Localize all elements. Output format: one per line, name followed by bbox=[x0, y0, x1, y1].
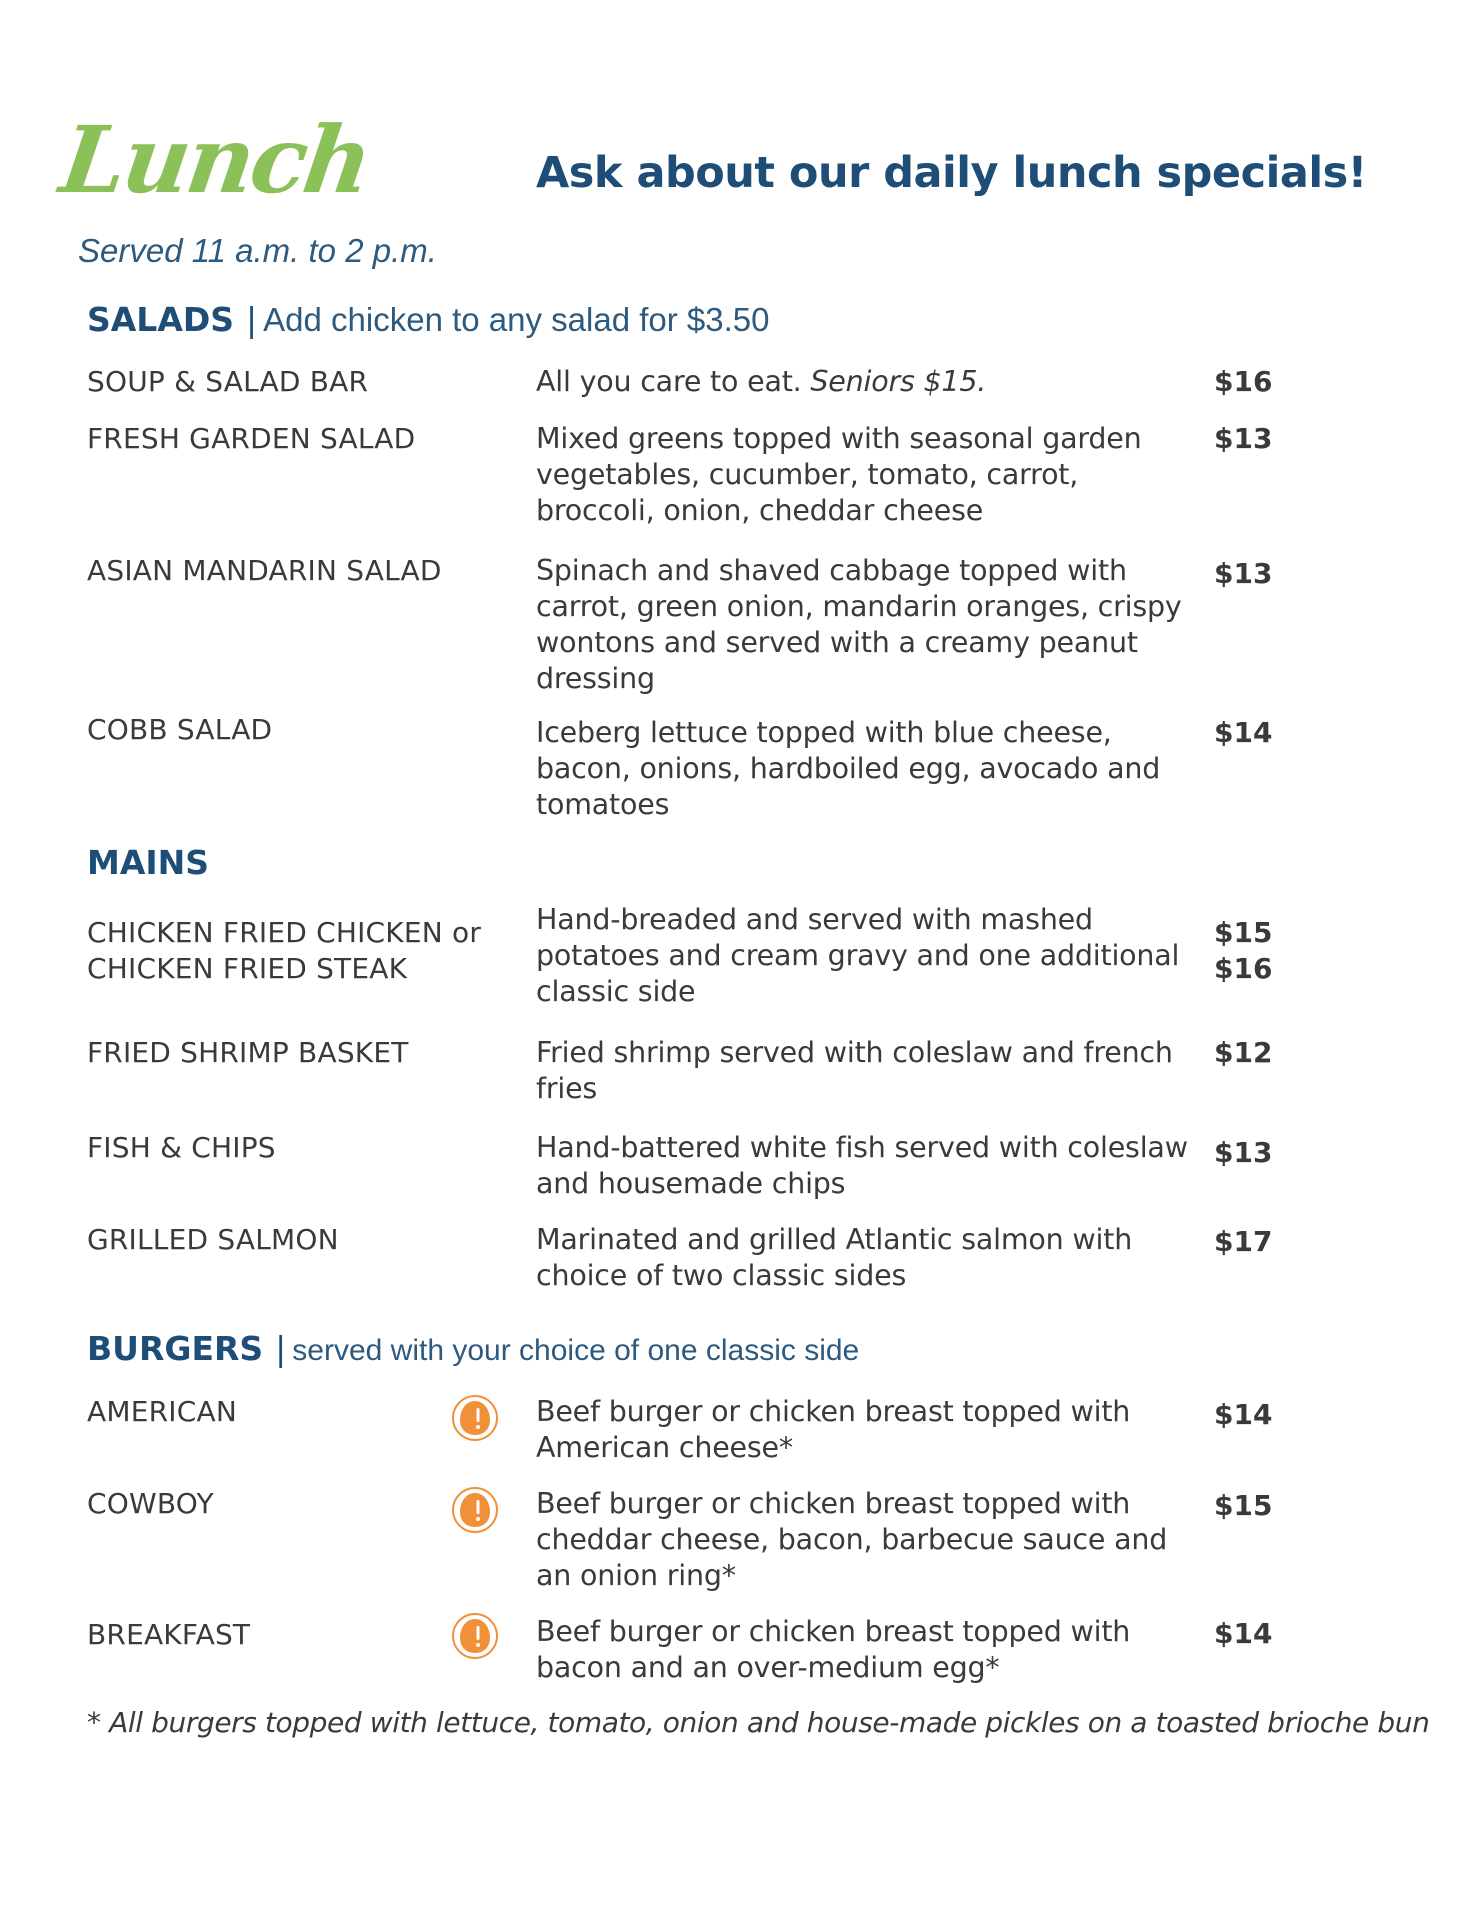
menu-item-description: Hand-breaded and served with mashed potatoes and cream gravy and one additional classic side bbox=[536, 903, 1180, 1008]
menu-item-description: Hand-battered white fish served with coleslaw and housemade chips bbox=[536, 1131, 1188, 1200]
burger-footnote: * All burgers topped with lettuce, tomato, onion and house-made pickles on a toasted brioche bun bbox=[87, 1706, 1430, 1739]
undercooked-advisory-icon bbox=[451, 1612, 499, 1660]
menu-item-name: FISH & CHIPS bbox=[87, 1131, 276, 1164]
menu-item-price: $12 bbox=[1214, 1036, 1273, 1069]
menu-item-price: $14 bbox=[1214, 1398, 1273, 1431]
menu-item-price: $14 bbox=[1214, 716, 1273, 749]
menu-item-description: Spinach and shaved cabbage topped with carrot, green onion, mandarin oranges, crispy wontons and served with a creamy peanut dressing bbox=[536, 554, 1182, 695]
menu-item-description bbox=[536, 364, 1196, 400]
menu-item-name: SOUP & SALAD BAR bbox=[87, 365, 369, 398]
menu-item-name: AMERICAN bbox=[87, 1395, 237, 1428]
salads-note: Add chicken to any salad for $3.50 bbox=[263, 301, 770, 338]
menu-title: Lunch bbox=[54, 106, 376, 214]
menu-item-name: FRESH GARDEN SALAD bbox=[87, 422, 416, 455]
menu-item-description: Mixed greens topped with seasonal garden vegetables, cucumber, tomato, carrot, broccoli, onion, cheddar cheese bbox=[536, 422, 1142, 527]
menu-item-price: $13 bbox=[1214, 422, 1273, 455]
menu-item-price: $13 bbox=[1214, 557, 1273, 590]
menu-item-description: Beef burger or chicken breast topped with American cheese* bbox=[536, 1395, 1131, 1464]
burgers-title: BURGERS bbox=[87, 1329, 264, 1368]
menu-item-name: ASIAN MANDARIN SALAD bbox=[87, 554, 442, 587]
burgers-note: served with your choice of one classic side bbox=[292, 1334, 860, 1367]
menu-item-price-group bbox=[1214, 915, 1272, 987]
menu-item-price: $17 bbox=[1214, 1225, 1273, 1258]
menu-item-name: GRILLED SALMON bbox=[87, 1223, 339, 1256]
seniors-price-text: Seniors $15. bbox=[810, 365, 987, 398]
menu-item-description: Beef burger or chicken breast topped with cheddar cheese, bacon, barbecue sauce and an onion ring* bbox=[536, 1487, 1168, 1592]
specials-headline: Ask about our daily lunch specials! bbox=[536, 148, 1367, 198]
menu-item-price: $15 bbox=[1214, 916, 1273, 949]
menu-item-name: FRIED SHRIMP BASKET bbox=[87, 1036, 409, 1069]
menu-item-name: BREAKFAST bbox=[87, 1618, 251, 1651]
menu-item-price: $14 bbox=[1214, 1617, 1273, 1650]
menu-item-name: COBB SALAD bbox=[87, 713, 273, 746]
menu-item-name bbox=[87, 915, 481, 987]
serving-hours: Served 11 a.m. to 2 p.m. bbox=[78, 232, 437, 269]
menu-item-price: $13 bbox=[1214, 1136, 1273, 1169]
undercooked-advisory-icon bbox=[451, 1394, 499, 1442]
menu-item-name-line: CHICKEN FRIED CHICKEN or bbox=[87, 916, 482, 949]
menu-item-name: COWBOY bbox=[87, 1487, 214, 1520]
section-separator: | bbox=[275, 1329, 287, 1368]
section-separator: | bbox=[246, 300, 258, 339]
menu-item-name-line: CHICKEN FRIED STEAK bbox=[87, 952, 408, 985]
menu-item-description: Marinated and grilled Atlantic salmon with choice of two classic sides bbox=[536, 1223, 1133, 1292]
salads-section-header bbox=[87, 300, 770, 339]
undercooked-advisory-icon bbox=[451, 1486, 499, 1534]
mains-section-header bbox=[87, 843, 209, 882]
menu-item-description: Beef burger or chicken breast topped with bacon and an over-medium egg* bbox=[536, 1615, 1131, 1684]
menu-item-price: $16 bbox=[1214, 365, 1273, 398]
burgers-section-header bbox=[87, 1329, 859, 1368]
menu-item-description: Fried shrimp served with coleslaw and french fries bbox=[536, 1036, 1173, 1105]
salads-title: SALADS bbox=[87, 300, 235, 339]
menu-item-price: $15 bbox=[1214, 1489, 1273, 1522]
description-text: All you care to eat. bbox=[536, 365, 802, 398]
mains-title: MAINS bbox=[87, 843, 210, 882]
menu-item-description: Iceberg lettuce topped with blue cheese, bacon, onions, hardboiled egg, avocado and tomatoes bbox=[536, 716, 1161, 821]
menu-item-price: $16 bbox=[1214, 952, 1273, 985]
